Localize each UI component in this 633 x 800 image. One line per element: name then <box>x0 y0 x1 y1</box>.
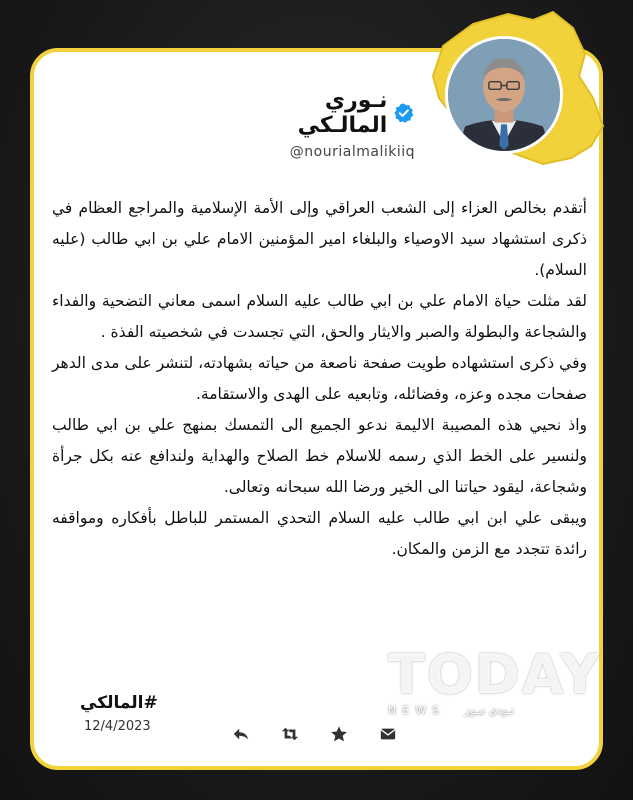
name-row <box>230 88 415 138</box>
verified-badge-icon <box>393 102 415 124</box>
retweet-icon[interactable] <box>281 725 299 743</box>
star-icon[interactable] <box>330 725 348 743</box>
avatar[interactable] <box>445 36 563 154</box>
paragraph: وفي ذكرى استشهاده طويت صفحة ناصعة من حياته بشهادته، لتنشر على مدى الدهر صفحات مجده وعزه، وفضائله، وتابعيه على الهدى والاستقامة. <box>52 354 587 403</box>
watermark-sub-en: NEWS <box>388 704 446 717</box>
share-icon[interactable] <box>379 725 397 743</box>
paragraph: لقد مثلت حياة الامام علي بن ابي طالب عليه السلام اسمى معاني التضحية والفداء والشجاعة والبطولة والصبر والايثار والحق، التي تجسدت في شخصيته الفذة . <box>52 292 587 341</box>
post-date: 12/4/2023 <box>84 719 151 734</box>
paragraph: واذ نحيي هذه المصيبة الاليمة ندعو الجميع الى التمسك بمنهج علي بن ابي طالب ولنسير على الخط الذي رسمه للاسلام خط الصلاح والهداية ولندافع عنه بكل جرأة وشجاعة، ليقود حياتنا الى الخير ورضا الله سبحانه وتعالى. <box>52 416 587 496</box>
paragraph: ويبقى علي ابن ابي طالب عليه السلام التحدي المستمر للباطل بأفكاره ومواقفه رائدة تتجدد مع الزمن والمكان. <box>52 509 587 558</box>
tweet-body <box>52 193 587 565</box>
account-handle[interactable]: @nourialmalikiiq <box>289 144 415 160</box>
paragraph: أتقدم بخالص العزاء إلى الشعب العراقي وإلى الأمة الإسلامية والمراجع العظام في ذكرى استشهاد سيد الاوصياء والبلغاء امير المؤمنين الامام علي بن ابي طالب (عليه السلام). <box>52 199 587 279</box>
action-bar <box>232 725 397 743</box>
account-name[interactable]: نـوري المالـكي <box>297 88 388 138</box>
hashtag-link[interactable]: #المالكي <box>80 693 158 713</box>
reply-icon[interactable] <box>232 725 250 743</box>
watermark-sub-ar: تـودي نيـوز <box>464 704 515 717</box>
tweet-header <box>230 88 415 160</box>
watermark-logo: TODAY <box>388 643 602 706</box>
